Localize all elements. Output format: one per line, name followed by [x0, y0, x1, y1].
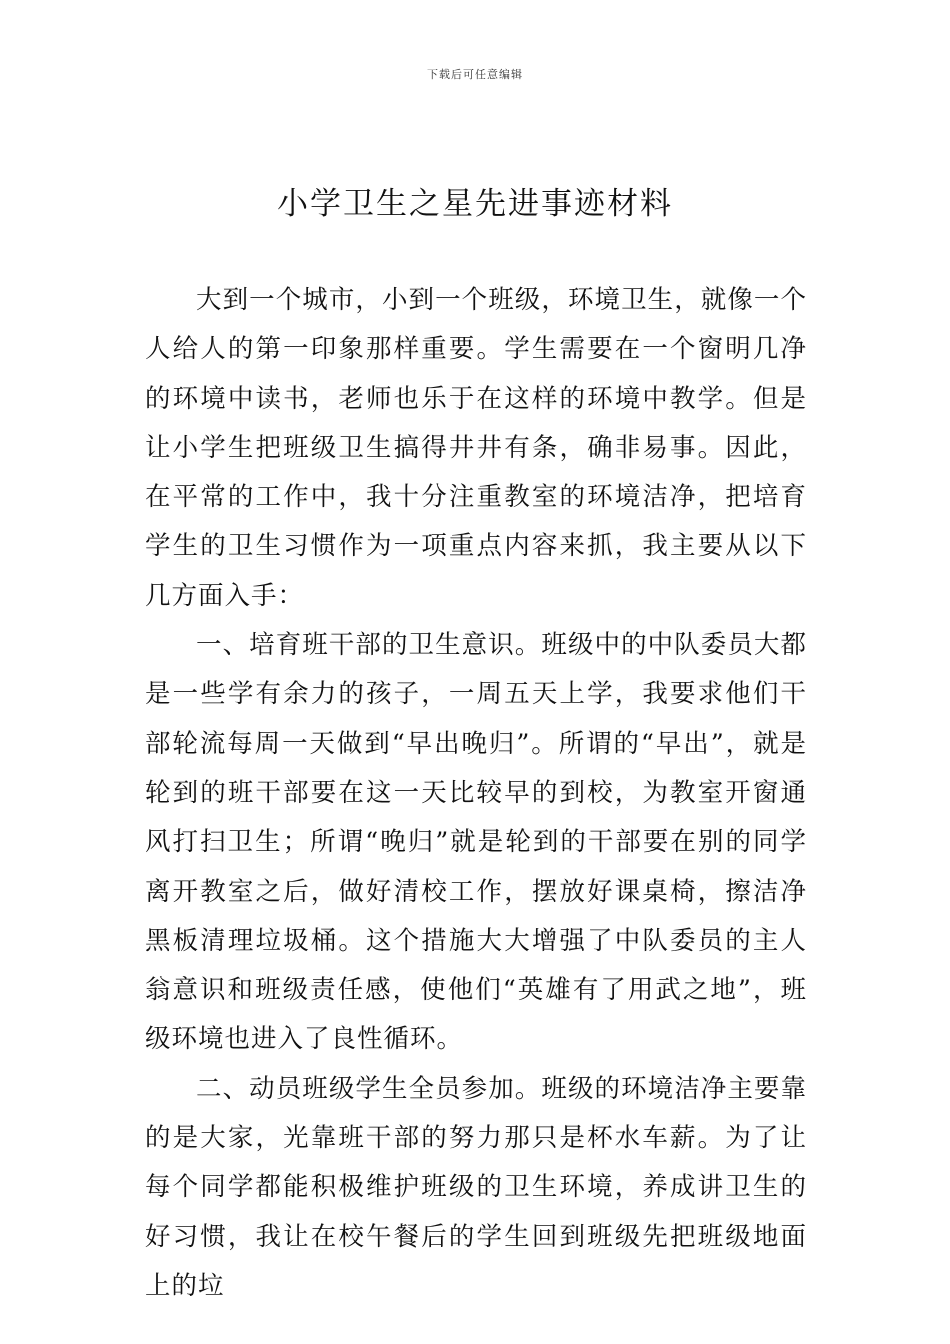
header-note: 下载后可任意编辑 [427, 68, 523, 81]
paragraph-section-two: 二、动员班级学生全员参加。班级的环境洁净主要靠的是大家，光靠班干部的努力那只是杯水车薪。为了让每个同学都能积极维护班级的卫生环境，养成讲卫生的好习惯，我让在校午餐后的学生回到班级先把班级地面上的垃 [145, 1073, 807, 1301]
paragraph-section-one: 一、培育班干部的卫生意识。班级中的中队委员大都是一些学有余力的孩子，一周五天上学，我要求他们干部轮流每周一天做到“早出晚归”。所谓的“早出”，就是轮到的班干部要在这一天比较早的到校，为教室开窗通风打扫卫生；所谓“晚归”就是轮到的干部要在别的同学离开教室之后，做好清校工作，摆放好课桌椅，擦洁净黑板清理垃圾桶。这个措施大大增强了中队委员的主人翁意识和班级责任感，使他们“英雄有了用武之地”，班级环境也进入了良性循环。 [145, 630, 807, 1055]
document-title: 小学卫生之星先进事迹材料 [277, 186, 673, 222]
paragraph-intro: 大到一个城市，小到一个班级，环境卫生，就像一个人给人的第一印象那样重要。学生需要在一个窗明几净的环境中读书，老师也乐于在这样的环境中教学。但是让小学生把班级卫生搞得井井有条，确非易事。因此，在平常的工作中，我十分注重教室的环境洁净，把培育学生的卫生习惯作为一项重点内容来抓，我主要从以下几方面入手： [145, 285, 807, 611]
document-body [145, 276, 807, 1311]
